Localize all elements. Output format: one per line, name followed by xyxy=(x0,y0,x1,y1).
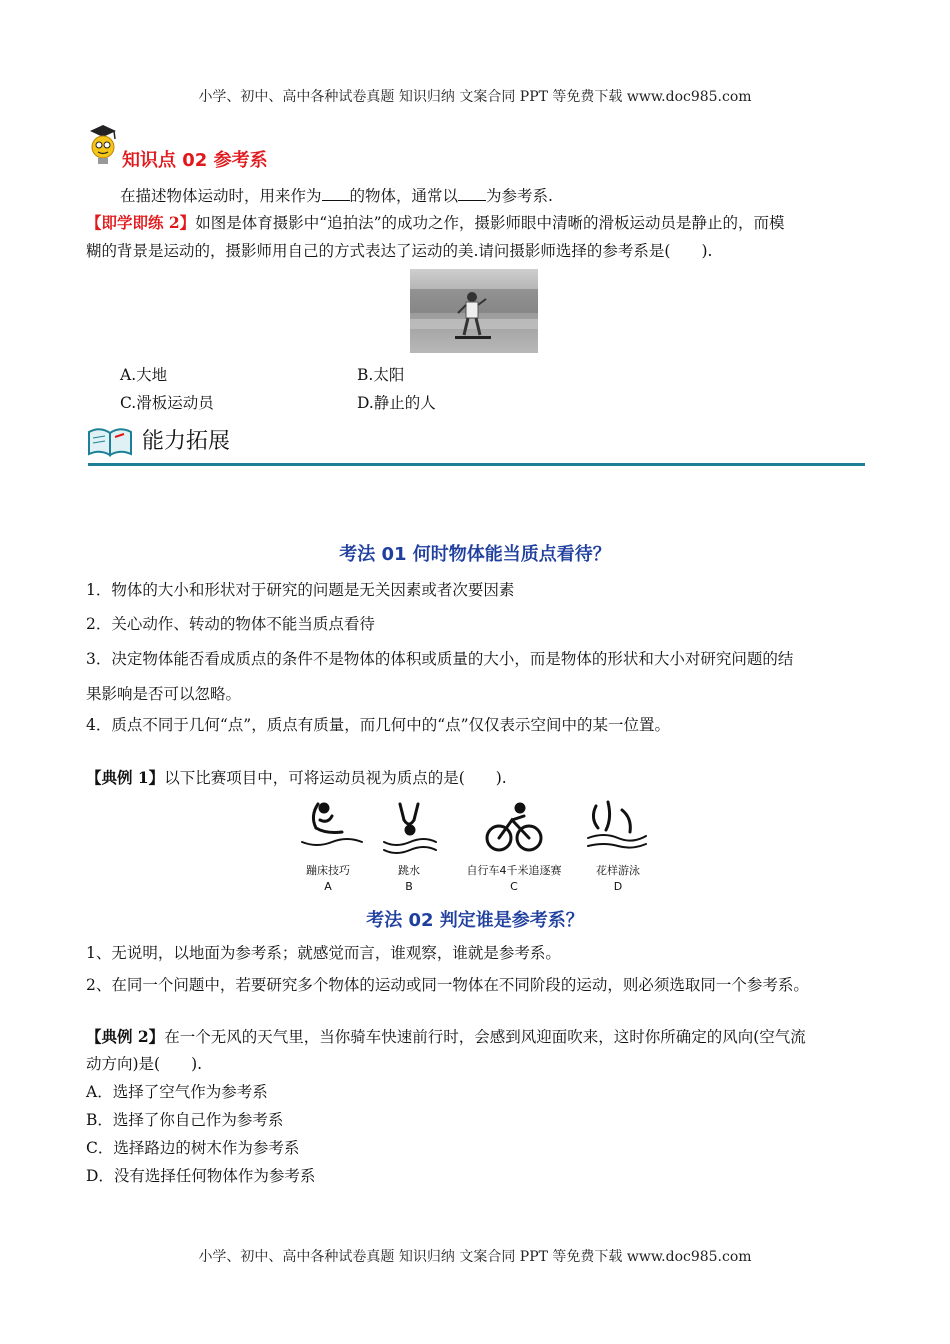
option-b: B.太阳 xyxy=(357,366,405,384)
definition-text: 在描述物体运动时，用来作为 的物体，通常以 为参考系. xyxy=(120,187,553,205)
example2-question-line2: 动方向)是( ). xyxy=(86,1055,203,1073)
example2-option-b: B．选择了你自己作为参考系 xyxy=(86,1111,284,1129)
figure-b-caption: 跳水 xyxy=(398,864,420,877)
blank-1 xyxy=(322,186,350,201)
method1-item-1: 1．物体的大小和形状对于研究的问题是无关因素或者次要因素 xyxy=(86,581,515,599)
example2-question: 【典例 2】在一个无风的天气里，当你骑车快速前行时，会感到风迎面吹来，这时你所确定的风向(空气流 xyxy=(86,1027,806,1046)
section-divider xyxy=(88,463,865,466)
practice-question: 【即学即练 2】如图是体育摄影中“追拍法”的成功之作，摄影师眼中清晰的滑板运动员是静止的，而模 xyxy=(86,213,785,232)
blank-2 xyxy=(458,186,486,201)
skateboarder-photo xyxy=(410,269,538,353)
figure-c-letter: C xyxy=(510,880,518,893)
page-header: 小学、初中、高中各种试卷真题 知识归纳 文案合同 PPT 等免费下载 www.doc985.com xyxy=(198,89,752,105)
knowledge-point-title: 知识点 02 参考系 xyxy=(122,150,268,171)
page-footer: 小学、初中、高中各种试卷真题 知识归纳 文案合同 PPT 等免费下载 www.doc985.com xyxy=(198,1249,752,1265)
section-title: 能力拓展 xyxy=(142,429,231,454)
lightbulb-mascot-icon xyxy=(86,122,120,166)
option-d: D.静止的人 xyxy=(357,394,436,412)
diving-figure xyxy=(384,804,436,853)
method1-item-2: 2．关心动作、转动的物体不能当质点看待 xyxy=(86,615,375,633)
example2-option-d: D．没有选择任何物体作为参考系 xyxy=(86,1167,316,1185)
swimming-figure xyxy=(588,802,646,848)
option-c: C.滑板运动员 xyxy=(120,394,214,412)
figure-d-caption: 花样游泳 xyxy=(596,864,640,877)
method1-item-3-cont: 果影响是否可以忽略。 xyxy=(86,685,242,703)
example2-option-a: A．选择了空气作为参考系 xyxy=(86,1083,268,1101)
practice-tag: 【即学即练 2】 xyxy=(86,213,196,232)
figure-b-letter: B xyxy=(405,880,413,893)
method1-title: 考法 01 何时物体能当质点看待？ xyxy=(339,544,611,565)
trampoline-figure xyxy=(302,804,362,845)
method2-item-1: 1、无说明，以地面为参考系；就感觉而言，谁观察，谁就是参考系。 xyxy=(86,944,561,962)
method1-item-4: 4．质点不同于几何“点”，质点有质量，而几何中的“点”仅仅表示空间中的某一位置。 xyxy=(86,716,671,734)
example2-option-c: C．选择路边的树木作为参考系 xyxy=(86,1139,300,1157)
example2-tag: 【典例 2】 xyxy=(86,1027,165,1046)
figure-a-caption: 蹦床技巧 xyxy=(306,864,350,877)
figure-a-letter: A xyxy=(324,880,332,893)
example1-tag: 【典例 1】 xyxy=(86,768,165,787)
sports-figures xyxy=(292,798,662,858)
figure-c-caption: 自行车4千米追逐赛 xyxy=(466,864,562,877)
option-a: A.大地 xyxy=(120,366,168,384)
example1-question: 【典例 1】以下比赛项目中，可将运动员视为质点的是( ). xyxy=(86,768,507,787)
method2-title: 考法 02 判定谁是参考系？ xyxy=(366,910,584,931)
open-book-icon xyxy=(86,424,134,460)
method1-item-3: 3．决定物体能否看成质点的条件不是物体的体积或质量的大小，而是物体的形状和大小对研究问题的结 xyxy=(86,650,794,668)
figure-d-letter: D xyxy=(613,880,623,893)
method2-item-2: 2、在同一个问题中，若要研究多个物体的运动或同一物体在不同阶段的运动，则必须选取同一个参考系。 xyxy=(86,976,809,994)
cycling-figure xyxy=(487,804,541,850)
practice-question-line2: 糊的背景是运动的，摄影师用自己的方式表达了运动的美.请问摄影师选择的参考系是( ). xyxy=(86,242,713,260)
